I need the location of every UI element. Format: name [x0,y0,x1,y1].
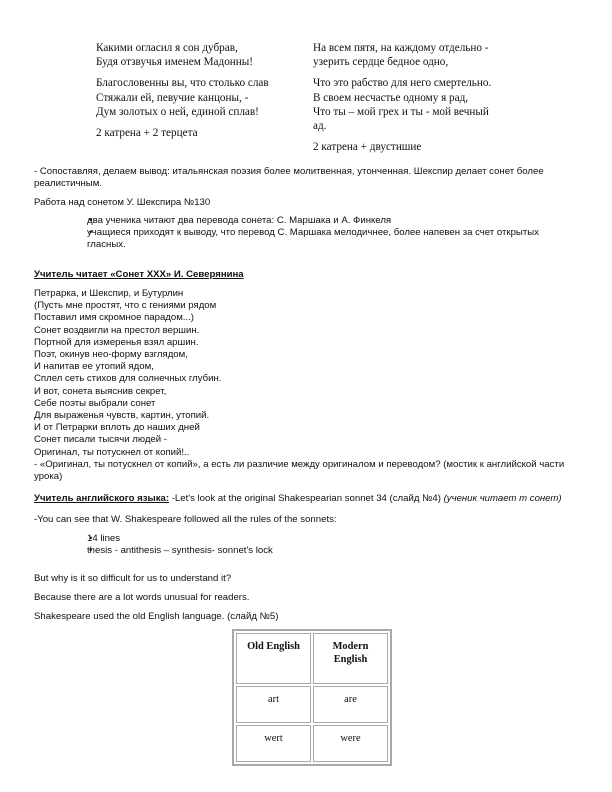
conclusion-text: - Сопоставляя, делаем вывод: итальянская поэзия более молитвенная, утонченная. Шекспир делает сонет более реалистичным. [34,166,544,190]
rules-bullet-item: • thesis - antithesis – synthesis- sonnet's lock [62,545,557,557]
english-teacher-paragraph [34,493,579,505]
work-bullet-item: • два ученика читают два перевода сонета: С. Маршака и А. Финкеля [62,215,557,227]
sonnet-line: Поставил имя скромное парадом...) [34,312,195,324]
table-row [236,725,388,762]
poem-right-line: На всем пятя, на каждому отдельно - [313,42,489,54]
sonnet-line: Себе поэты выбрали сонет [34,397,156,409]
table-row [236,686,388,723]
sonnet-line: Для выраженья чувств, картин, утопий. [34,410,210,422]
teacher-heading [34,269,579,281]
question-text: - «Оригинал, ты потускнел от копий», а есть ли различие между оригиналом и переводом? (мостик к английской части урока) [34,458,565,483]
rules-bullets [62,533,557,557]
poem-right-line: Что ты – мой грех и ты - мой вечный [313,105,489,118]
sonnet-line: И вот, сонета выяснив секрет, [34,385,167,397]
teacher-heading-text: Учитель читает «Сонет XXX» И. Северянина [34,269,244,280]
work-title [34,197,579,209]
sonnet-line: Сонет писали тысячи людей - [34,434,167,446]
question-why [34,573,579,585]
old-english-text: Shakespeare used the old English language. (слайд №5) [34,611,279,622]
work-bullet-item: • учащиеся приходят к выводу, что перевод С. Маршака мелодичнее, более напевен за счет открытых гласных. [62,227,557,251]
poem-left-line: Какими огласил я сон дубрав, [96,42,238,54]
vocabulary-table [232,629,392,766]
sonnet-line: Сонет воздвигли на престол вершин. [34,324,200,336]
sonnet-line: (Пусть мне простят, что с гениями рядом [34,300,217,312]
table-header-cell: Modern English [313,633,388,684]
work-title-text: Работа над сонетом У. Шекспира №130 [34,197,211,208]
poem-right-note: 2 катрена + двустишие [313,141,422,154]
sonnet-line: Поэт, окинув нео-форму взглядом, [34,349,188,361]
english-teacher-note: (ученик читает т сонет) [443,493,562,504]
poem-right-line: ад. [313,120,327,133]
poem-left-note: 2 катрена + 2 терцета [96,127,198,140]
poem-left-line: Будя отзвучья именем Мадонны! [96,56,254,69]
sonnet-line: Петрарка, и Шекспир, и Бутурлин [34,288,184,299]
poem-left-line: Благословенны вы, что столько слав [96,77,269,90]
sonnet-line: Портной для измеренья взял аршин. [34,336,199,348]
conclusion-paragraph [34,166,579,190]
poem-right-line: В своем несчастье одному я рад, [313,91,469,104]
table-header-row [236,633,388,684]
sonnet-line: И напитав ее утопий ядом, [34,361,154,373]
table-cell: were [313,725,388,762]
old-english-line [34,611,579,623]
sonnet-line: Сплел сеть стихов для солнечных глубин. [34,373,222,385]
sonnet-xxx [34,288,579,483]
english-teacher-label: Учитель английского языка: [34,493,170,504]
sonnet-line: И от Петрарки вплоть до наших дней [34,422,200,434]
table-cell: are [313,686,388,723]
table-header-cell: Old English [236,633,311,684]
answer-because [34,592,579,604]
table-cell: art [236,686,311,723]
rules-intro-text: -You can see that W. Shakespeare followed all the rules of the sonnets: [34,514,337,525]
poem-left [96,41,306,140]
poem-right [313,41,518,154]
table-cell: wert [236,725,311,762]
answer-because-text: Because there are a lot words unusual for readers. [34,592,250,603]
poem-right-line: узерить сердце бедное одно, [313,56,449,69]
poem-right-line: Что это рабство для него смертельно. [313,77,492,90]
poem-left-line: Дум золотых о ней, единой сплав! [96,105,259,118]
rules-intro [34,514,579,526]
english-teacher-text: -Let's look at the original Shakespearian sonnet 34 (слайд №4) [169,493,444,504]
question-why-text: But why is it so difficult for us to understand it? [34,573,232,584]
rules-bullet-item: • 14 lines [62,533,557,545]
work-bullets [62,215,557,252]
sonnet-line: Оригинал, ты потускнел от копий!.. [34,446,190,458]
poem-left-line: Стяжали ей, певучие канцоны, - [96,91,249,104]
